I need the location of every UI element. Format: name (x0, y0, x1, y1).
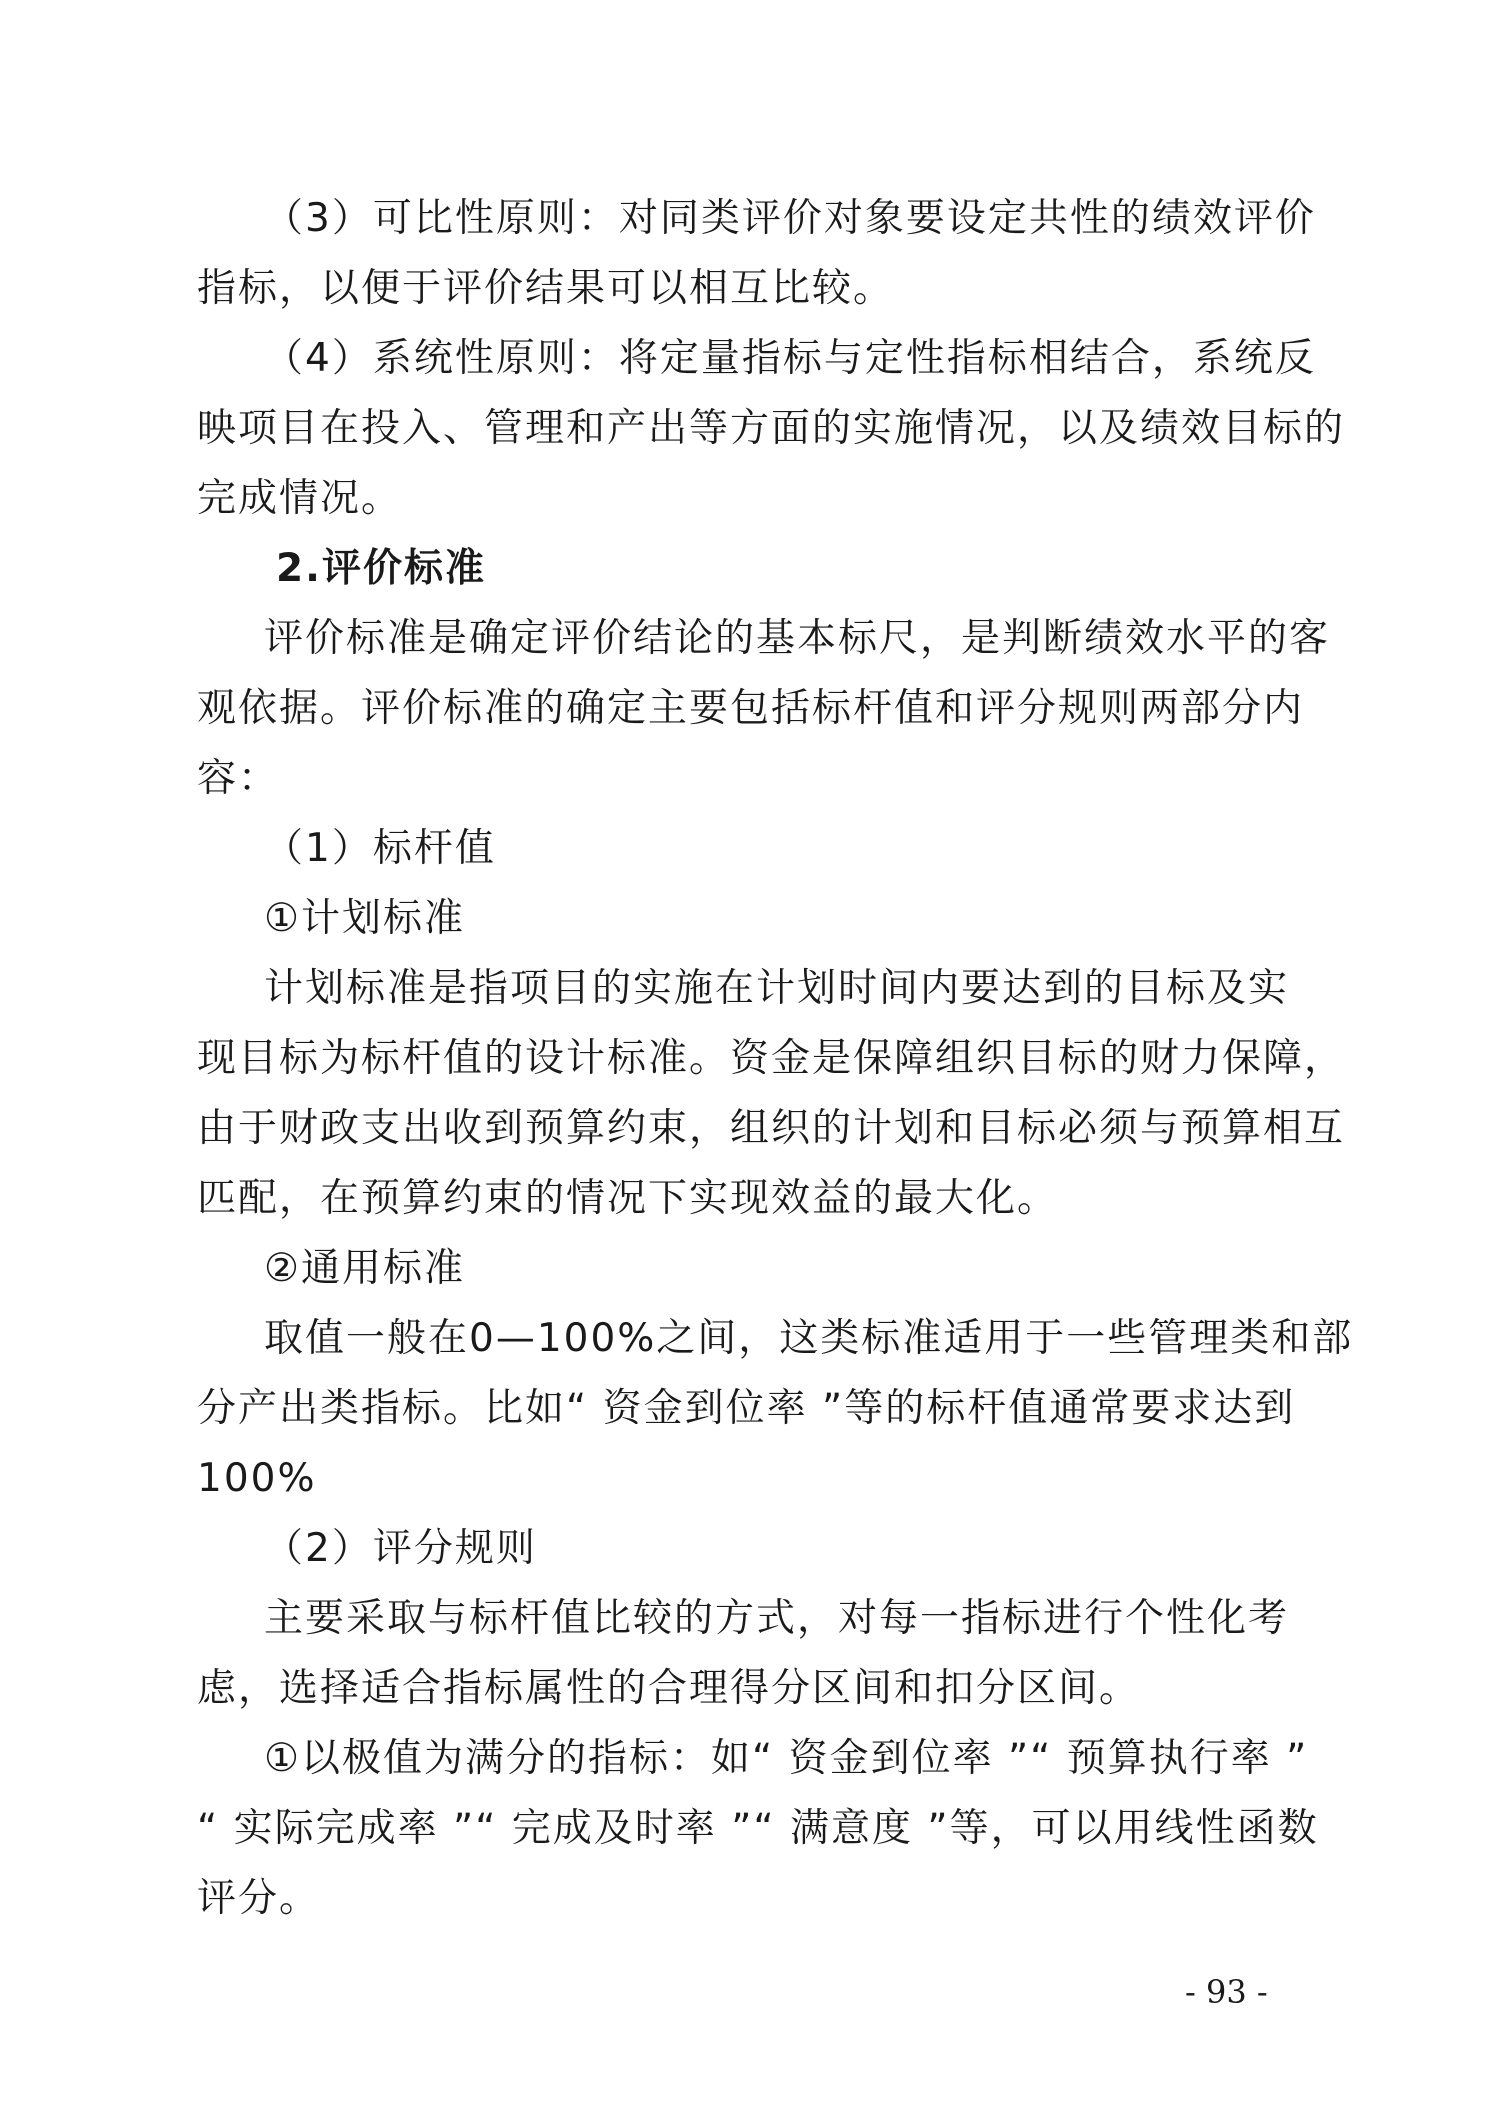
page-number: - 93 - (1185, 1973, 1268, 2011)
paragraph-general-standard-line-2: 分产出类指标。比如“ 资金到位率 ”等的标杆值通常要求达到 (197, 1386, 1296, 1431)
paragraph-extreme-value-line-3: 评分。 (197, 1876, 321, 1921)
paragraph-systematic-line-2: 映项目在投入、管理和产出等方面的实施情况，以及绩效目标的 (197, 406, 1346, 451)
subheading-general-standard: ②通用标准 (264, 1246, 465, 1291)
paragraph-scoring-rules-line-1: 主要采取与标杆值比较的方式，对每一指标进行个性化考 (264, 1596, 1290, 1641)
paragraph-extreme-value-line-2: “ 实际完成率 ”“ 完成及时率 ”“ 满意度 ”等，可以用线性函数 (197, 1806, 1319, 1851)
paragraph-standard-intro-line-2: 观依据。评价标准的确定主要包括标杆值和评分规则两部分内 (197, 686, 1305, 731)
paragraph-systematic-line-1: （4）系统性原则：将定量指标与定性指标相结合，系统反 (264, 336, 1316, 381)
paragraph-plan-standard-line-4: 匹配，在预算约束的情况下实现效益的最大化。 (197, 1176, 1059, 1221)
section-heading-evaluation-standard: 2.评价标准 (276, 546, 486, 591)
paragraph-plan-standard-line-2: 现目标为标杆值的设计标准。资金是保障组织目标的财力保障， (197, 1036, 1346, 1081)
paragraph-plan-standard-line-1: 计划标准是指项目的实施在计划时间内要达到的目标及实 (264, 966, 1290, 1011)
paragraph-general-standard-line-3: 100% (197, 1456, 317, 1501)
subheading-plan-standard: ①计划标准 (264, 896, 465, 941)
paragraph-extreme-value-line-1: ①以极值为满分的指标：如“ 资金到位率 ”“ 预算执行率 ” (264, 1736, 1309, 1781)
paragraph-comparability-line-1: （3）可比性原则：对同类评价对象要设定共性的绩效评价 (264, 196, 1316, 241)
paragraph-standard-intro-line-1: 评价标准是确定评价结论的基本标尺，是判断绩效水平的客 (264, 616, 1331, 661)
paragraph-plan-standard-line-3: 由于财政支出收到预算约束，组织的计划和目标必须与预算相互 (197, 1106, 1346, 1151)
subheading-scoring-rules: （2）评分规则 (264, 1526, 537, 1571)
paragraph-scoring-rules-line-2: 虑，选择适合指标属性的合理得分区间和扣分区间。 (197, 1666, 1141, 1711)
paragraph-standard-intro-line-3: 容： (197, 756, 280, 801)
paragraph-comparability-line-2: 指标，以便于评价结果可以相互比较。 (197, 266, 895, 311)
subheading-benchmark-value: （1）标杆值 (264, 826, 496, 871)
paragraph-general-standard-line-1: 取值一般在0—100%之间，这类标准适用于一些管理类和部 (264, 1316, 1354, 1361)
paragraph-systematic-line-3: 完成情况。 (197, 476, 403, 521)
